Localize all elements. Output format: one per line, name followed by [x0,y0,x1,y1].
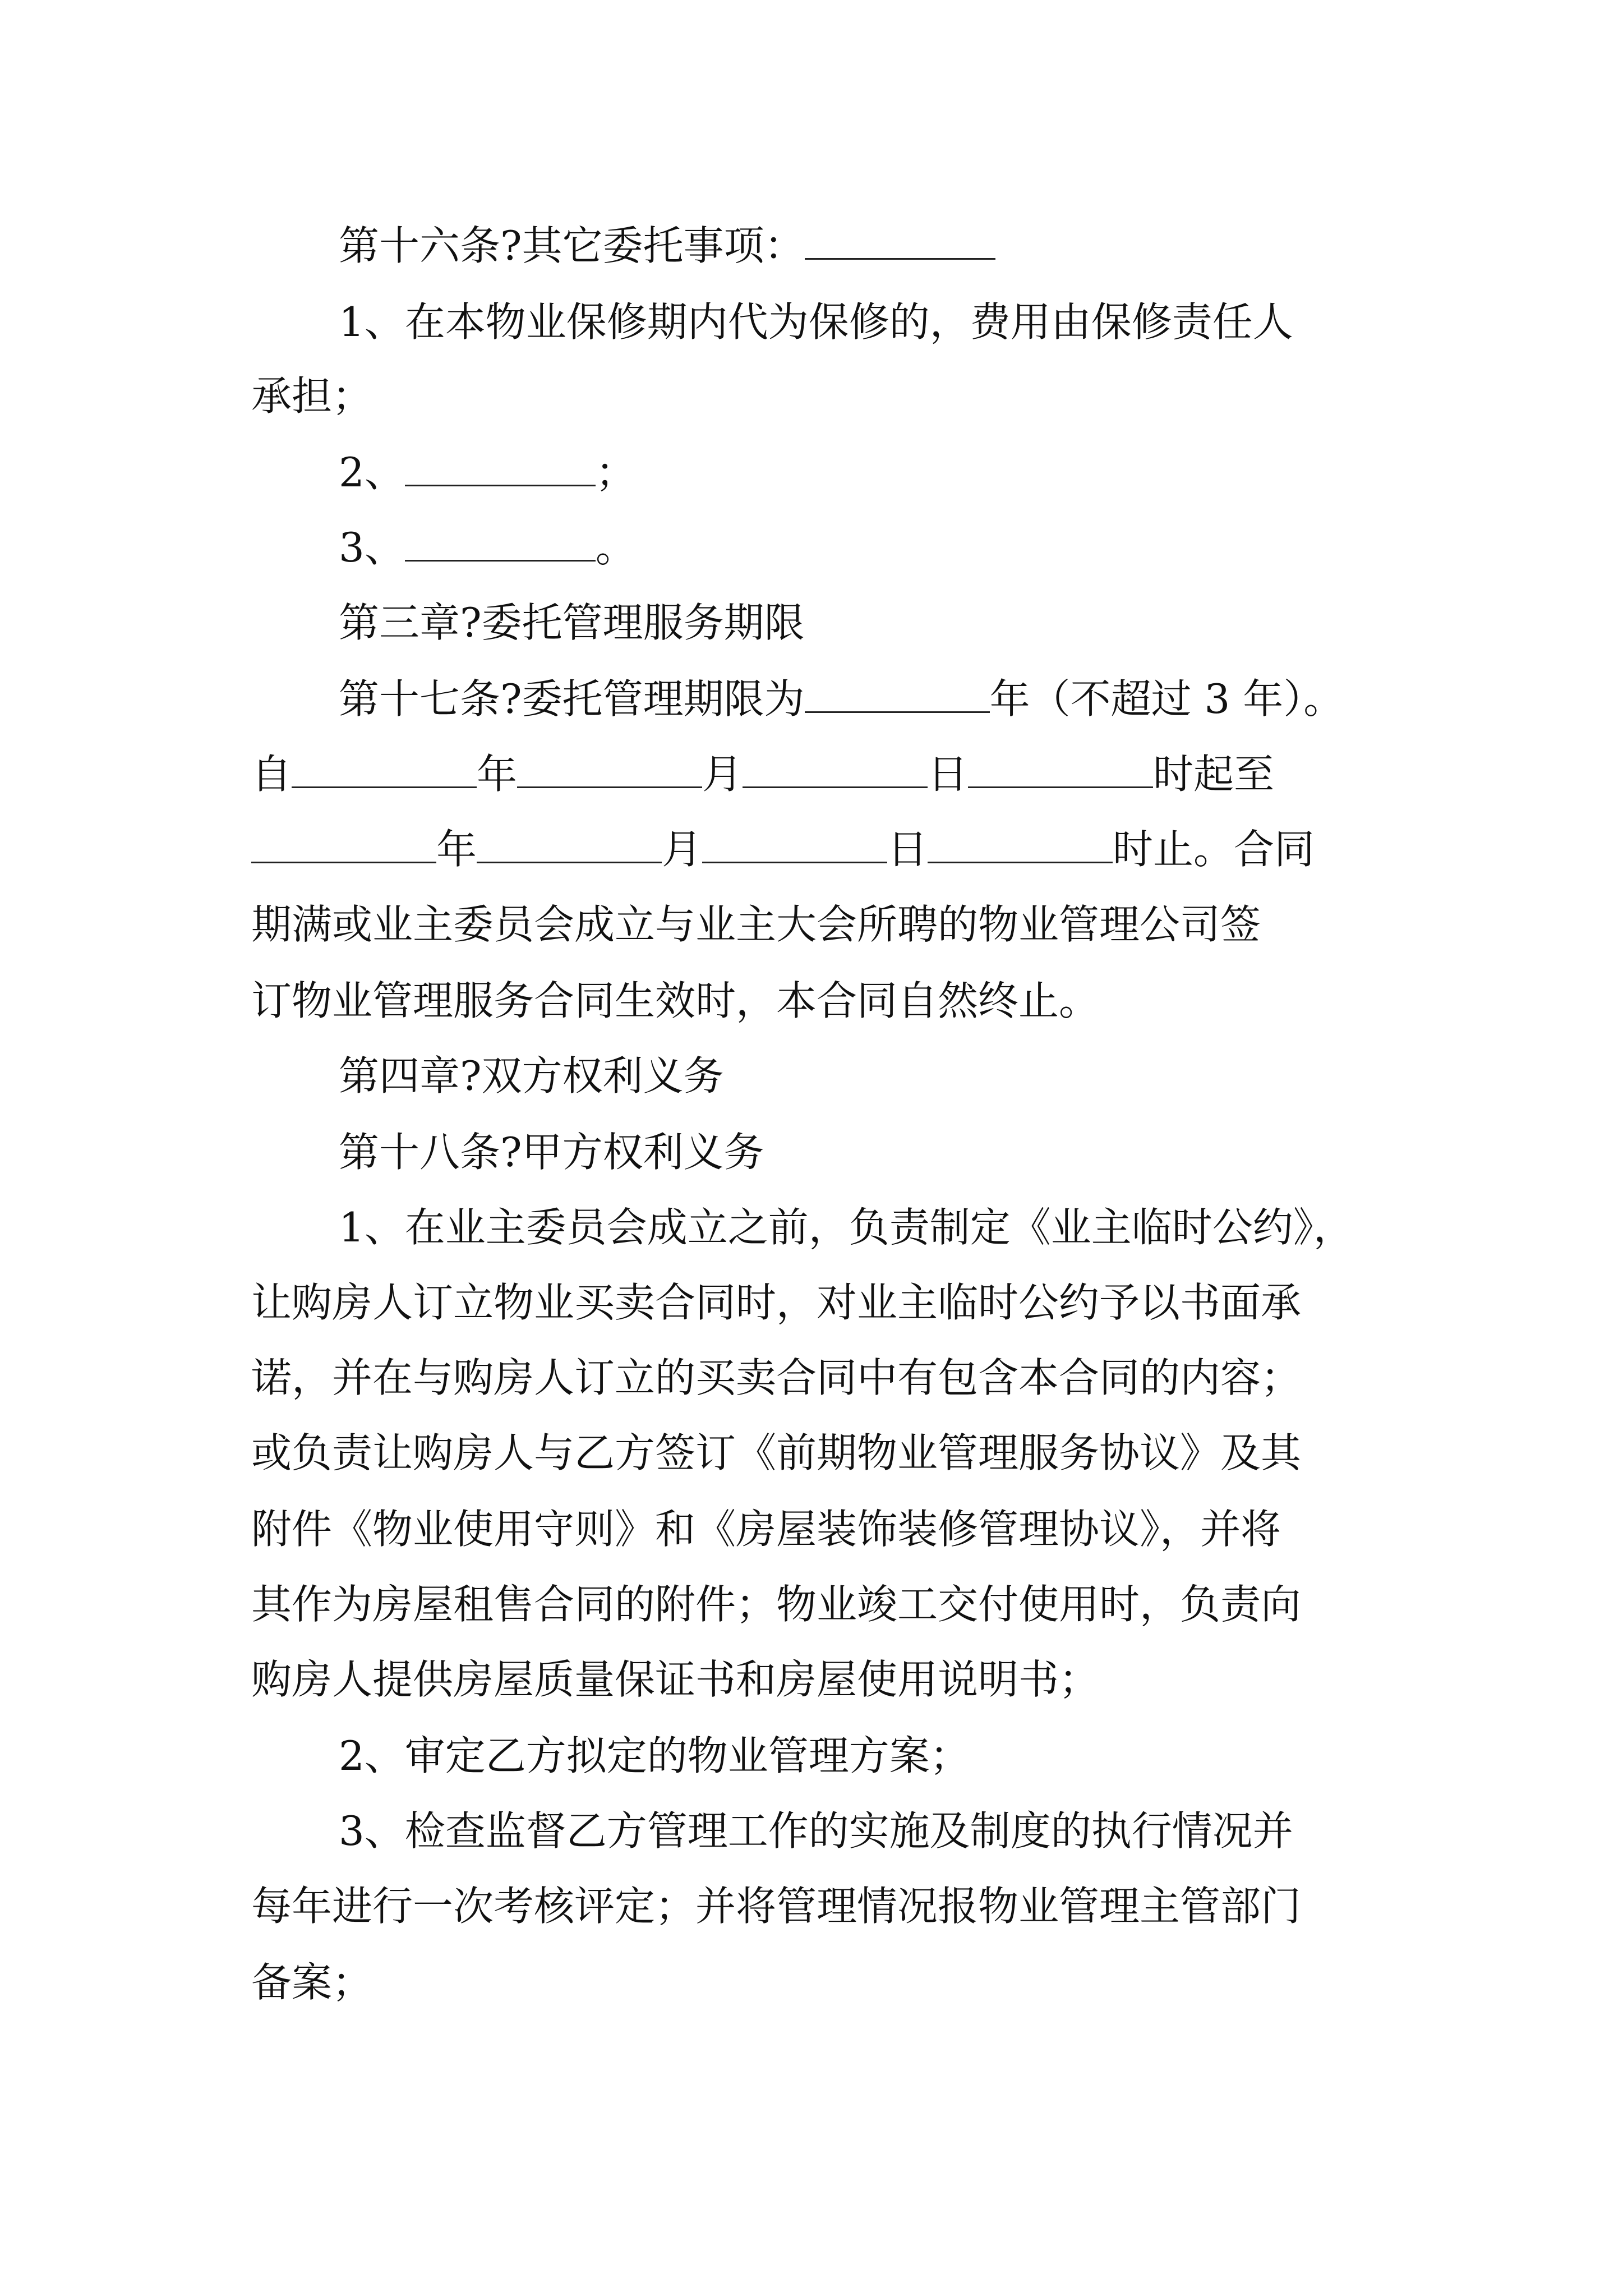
other-matters-blank [805,222,995,260]
term-years-blank [805,675,990,713]
article-18-item-2: 2、审定乙方拟定的物业管理方案； [339,1732,970,1779]
month-label: 月 [662,826,703,873]
article-18-item-1-line-3: 诺，并在与购房人订立的买卖合同中有包含本合同的内容； [251,1354,1302,1401]
article-17-line-2 [251,746,1429,802]
start-hour-blank [968,751,1153,788]
article-16-item-3 [339,519,1516,576]
start-year-blank [292,751,477,788]
end-day-blank [702,826,887,863]
month-label: 月 [702,751,743,798]
article-16-item-3-suffix: 。 [595,524,636,571]
end-hour-blank [928,826,1113,863]
end-suffix: 时止。合同 [1113,826,1315,873]
chapter-4-title: 第四章?双方权利义务 [339,1052,724,1099]
article-16-item-1-line-1: 1、在本物业保修期内代为保修的，费用由保修责任人 [339,298,1293,346]
article-16-item-2-suffix: ； [595,449,636,496]
article-17-term-prefix: 第十七条?委托管理期限为 [339,675,805,723]
chapter-3-title: 第三章?委托管理服务期限 [339,599,805,646]
article-18-item-3-line-3: 备案； [251,1959,373,2006]
start-suffix: 时起至 [1153,751,1275,798]
article-17-line-1 [339,671,1516,727]
article-18-item-1-line-5: 附件《物业使用守则》和《房屋装饰装修管理协议》，并将 [251,1506,1281,1553]
article-18-item-1-line-2: 让购房人订立物业买卖合同时，对业主临时公约予以书面承 [251,1279,1302,1326]
day-label: 日 [928,751,969,798]
year-label: 年 [477,751,518,798]
article-16-item-2-prefix: 2、 [339,449,405,496]
end-month-blank [477,826,662,863]
article-16-heading [339,218,1516,274]
article-18-item-3-line-2: 每年进行一次考核评定；并将管理情况报物业管理主管部门 [251,1883,1302,1930]
article-18-item-3-line-1: 3、检查监督乙方管理工作的实施及制度的执行情况并 [339,1807,1293,1855]
article-16-item-1-line-2: 承担； [251,372,373,420]
item-2-blank [405,449,596,486]
item-3-blank [405,524,596,562]
article-18-item-1-line-7: 购房人提供房屋质量保证书和房屋使用说明书； [251,1656,1100,1703]
article-16-item-2 [339,444,1516,500]
article-18-item-1-line-4: 或负责让购房人与乙方签订《前期物业管理服务协议》及其 [251,1429,1302,1476]
article-18-item-1-line-6: 其作为房屋租售合同的附件；物业竣工交付使用时，负责向 [251,1581,1302,1628]
start-day-blank [743,751,928,788]
end-year-blank [251,826,436,863]
from-label: 自 [251,751,292,798]
day-label: 日 [887,826,928,873]
article-16-item-3-prefix: 3、 [339,524,405,571]
start-month-blank [517,751,702,788]
year-label: 年 [436,826,477,873]
article-16-heading-text: 第十六条?其它委托事项： [339,222,805,269]
article-17-line-3 [251,821,1429,877]
article-18-item-1-line-1: 1、在业主委员会成立之前，负责制定《业主临时公约》， [339,1204,1354,1251]
article-17-line-4: 期满或业主委员会成立与业主大会所聘的物业管理公司签 [251,901,1261,948]
article-17-line-5: 订物业管理服务合同生效时，本合同自然终止。 [251,977,1100,1024]
article-17-term-suffix: 年（不超过 3 年）。 [989,675,1344,723]
article-18-heading: 第十八条?甲方权利义务 [339,1129,764,1176]
